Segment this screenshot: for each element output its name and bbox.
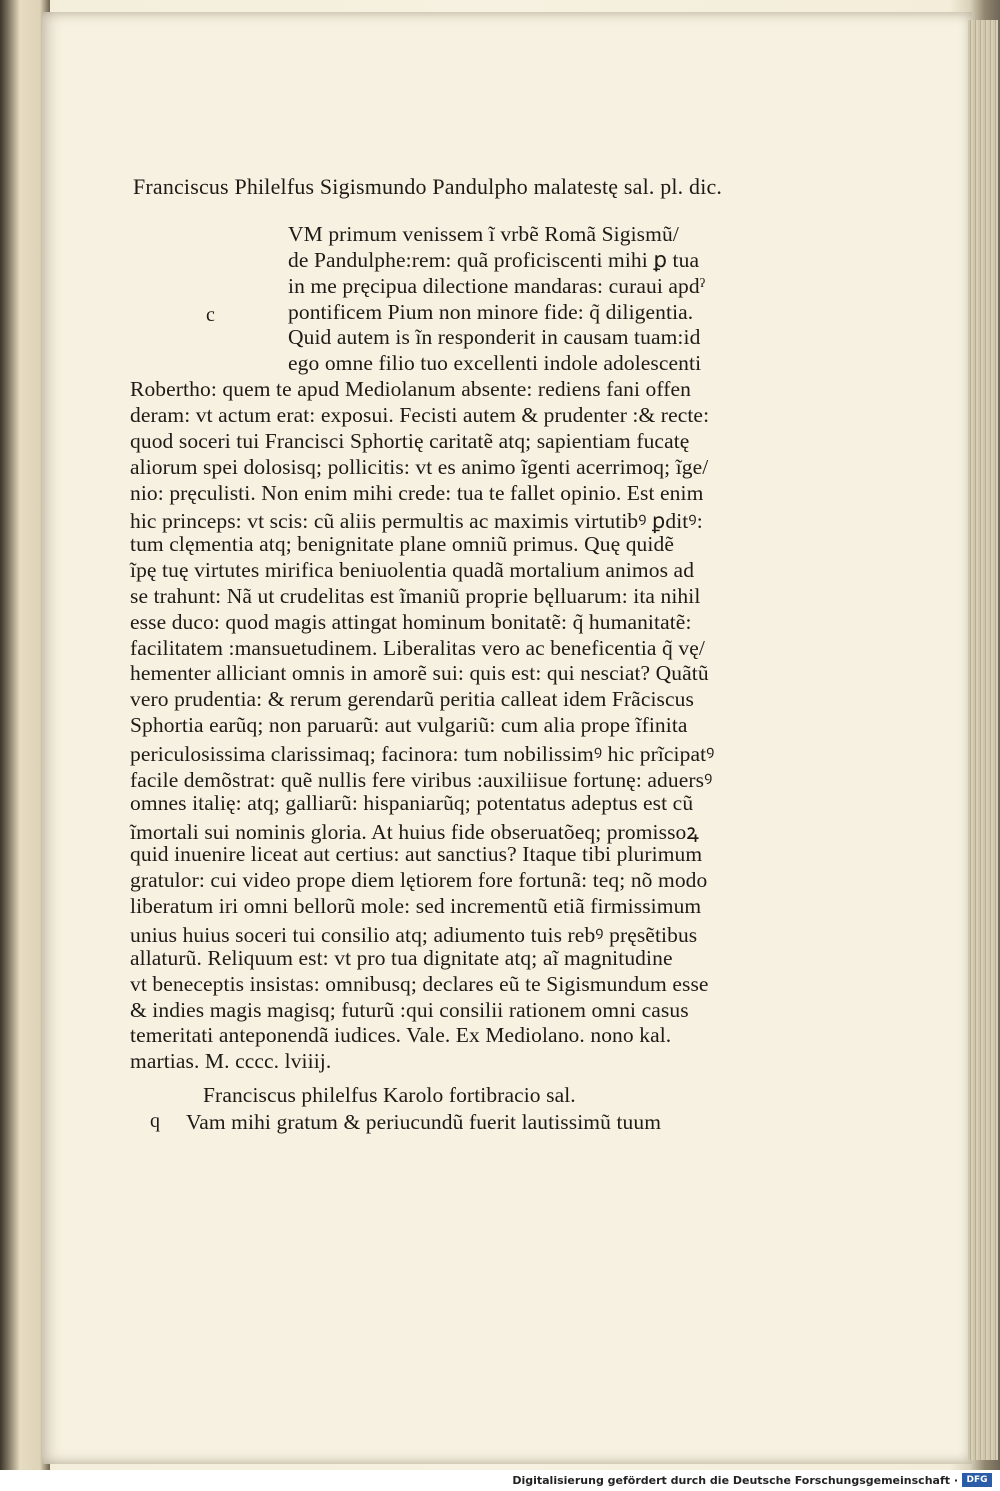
letter-line: omnes italię: atq; galliarũ: hispaniarũq; potentatus adeptus est cũ [130, 790, 694, 815]
footer-credit: Digitalisierung gefördert durch die Deutsche Forschungsgemeinschaft · [512, 1474, 958, 1487]
letter-line: martias. M. cccc. lviiij. [130, 1049, 332, 1074]
letter-line: Robertho: quem te apud Mediolanum absente: rediens fani offen [130, 377, 691, 402]
second-letter-first-line: Vam mihi gratum & periucundũ fuerit lautissimũ tuum [186, 1110, 662, 1134]
letter-line: pontificem Pium non minore fide: q̃ diligentia. [288, 299, 694, 324]
letter-line: facilitatem :mansuetudinem. Liberalitas vero ac beneficentia q̃ vę/ [130, 635, 705, 660]
letter-line: ego omne filio tuo excellenti indole adolescenti [288, 351, 702, 376]
letter-line: in me pręcipua dilectione mandaras: curaui apdˀ [288, 273, 706, 298]
letter-line: temeritati anteponendã iudices. Vale. Ex Mediolano. nono kal. [130, 1023, 672, 1048]
letter-line: periculosissima clarissimaq; facinora: tum nobilissimꝰ hic prĩcipatꝰ [130, 742, 715, 766]
letter-line: unius huius soceri tui consilio atq; adiumento tuis rebꝰ pręsẽtibus [130, 922, 698, 947]
marginal-guide-letter: q [150, 1110, 160, 1132]
second-letter-heading: Franciscus philelfus Karolo fortibracio sal. [203, 1083, 576, 1107]
page-edges-right [968, 20, 998, 1460]
footer-bar [0, 1470, 1000, 1491]
letter-line: nio: pręculisti. Non enim mihi crede: tua te fallet opinio. Est enim [130, 480, 704, 505]
letter-line: vero prudentia: & rerum gerendarũ peritia calleat idem Frãciscus [130, 687, 694, 712]
letter-line: ĩpę tuę virtutes mirifica beniuolentia quadã mortalium animos ad [130, 558, 695, 583]
letter-heading: Franciscus Philelfus Sigismundo Pandulpho malatestę sal. pl. dic. [133, 174, 723, 199]
letter-line: Quid autem is ĩn responderit in causam tuam:id [288, 325, 701, 350]
letter-line: Sphortia earũq; non paruarũ: aut vulgariũ: cum alia prope ĩfinita [130, 713, 688, 738]
letter-line: facile demõstrat: quẽ nullis fere viribus :auxiliisue fortunę: aduersꝰ [130, 767, 713, 792]
letter-line: liberatum iri omni bellorũ mole: sed incrementũ etiã firmissimum [130, 894, 702, 919]
letter-line: deram: vt actum erat: exposui. Fecisti autem & prudenter :& recte: [130, 402, 710, 427]
letter-line: aliorum spei dolosisq; pollicitis: vt es animo ĩgenti acerrimoq; ĩge/ [130, 454, 709, 479]
letter-line: tum clęmentia atq; benignitate plane omniũ primus. Quę quidẽ [130, 532, 674, 557]
letter-line: allaturũ. Reliquum est: vt pro tua dignitate atq; aĩ magnitudine [130, 945, 673, 970]
letter-line: de Pandulphe:rem: quã proficiscenti mihi ꝑ tua [288, 247, 700, 272]
letter-line: VM primum venissem ĩ vrbẽ Romã Sigismũ/ [288, 222, 679, 246]
letter-line: ĩmortali sui nominis gloria. At huius fide obseruatõeq; promissoꝝ [130, 819, 699, 844]
letter-line: se trahunt: Nã ut crudelitas est ĩmaniũ proprie bęlluarum: ita nihil [130, 583, 701, 608]
letter-line: hic princeps: vt scis: cũ aliis permultis ac maximis virtutibꝰ ꝑditꝰ: [130, 509, 703, 534]
letter-line: vt beneceptis insistas: omnibusq; declares eũ te Sigismundum esse [130, 971, 709, 996]
letter-line: quod soceri tui Francisci Sphortię caritatẽ atq; sapientiam fucatę [130, 428, 690, 453]
letter-line: esse duco: quod magis attingat hominum bonitatẽ: q̃ humanitatẽ: [130, 609, 692, 634]
dfg-logo: DFG [962, 1473, 992, 1487]
marginal-guide-letter: c [206, 304, 215, 326]
letter-line: hementer alliciant omnis in amorẽ sui: quis est: qui nesciat? Quãtũ [130, 661, 709, 686]
letter-line: & indies magis magisq; futurũ :qui consilii rationem omni casus [130, 997, 689, 1022]
letter-line: gratulor: cui video prope diem lętiorem fore fortunã: teq; nõ modo [130, 868, 708, 893]
letter-line: quid inuenire liceat aut certius: aut sanctius? Itaque tibi plurimum [130, 842, 703, 867]
